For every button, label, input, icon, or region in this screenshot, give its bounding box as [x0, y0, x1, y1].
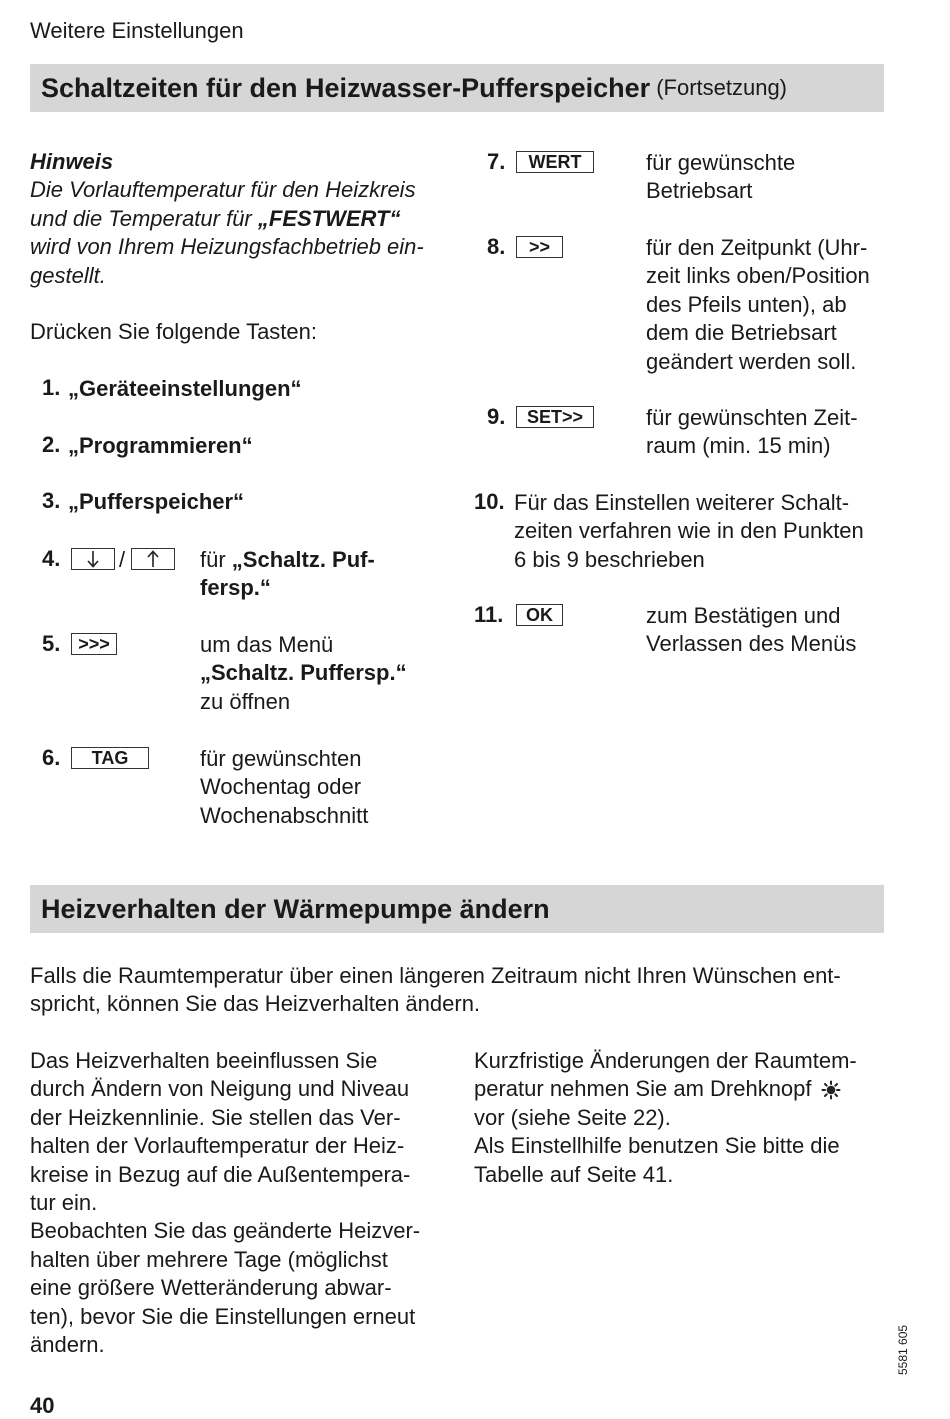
document-number: 5581 605: [896, 1324, 910, 1375]
step-number: 11.: [474, 602, 504, 627]
step-4-menu-cont: fersp.“: [200, 575, 271, 601]
step-number: 4.: [42, 546, 61, 571]
step-4-desc: [200, 546, 375, 603]
hint-line: [30, 205, 424, 233]
forward-key: >>>: [71, 633, 117, 655]
step-number: 5.: [42, 631, 61, 656]
body-line: vor (siehe Seite 22).: [474, 1104, 671, 1130]
step-4-text: für: [200, 547, 232, 572]
step-8-line: des Pfeils unten), ab: [646, 291, 847, 317]
hint-line: gestellt.: [30, 262, 106, 288]
hint-emphasis: „FESTWERT“: [257, 205, 401, 231]
intro-paragraph: [30, 962, 841, 1019]
body-text: peratur nehmen Sie am Drehknopf: [474, 1076, 812, 1102]
next-key: >>: [516, 236, 563, 258]
step-6-line: Wochentag oder: [200, 774, 362, 800]
step-7-desc: [646, 149, 795, 206]
body-line: ten), bevor Sie die Einstellungen erneut: [30, 1303, 416, 1329]
step-6-line: für gewünschten: [200, 746, 362, 771]
body-line: Beobachten Sie das geänderte Heizver-: [30, 1218, 421, 1244]
step-5-menu: „Schaltz. Puffersp.“: [200, 660, 407, 686]
intro-line: spricht, können Sie das Heizverhalten ändern.: [30, 991, 481, 1017]
body-line: Kurzfristige Änderungen der Raumtem-: [474, 1048, 857, 1073]
section-title: Schaltzeiten für den Heizwasser-Pufferspeicher: [41, 72, 651, 103]
step-9-line: raum (min. 15 min): [646, 433, 831, 459]
step-1-text: „Geräteeinstellungen“: [68, 376, 302, 401]
body-line: halten über mehrere Tage (möglichst: [30, 1246, 388, 1272]
body-line: Das Heizverhalten beeinflussen Sie: [30, 1048, 378, 1073]
step-4-menu: „Schaltz. Puf-: [231, 547, 375, 572]
step-10-line: Für das Einstellen weiterer Schalt-: [514, 490, 850, 515]
arrow-up-key: [131, 548, 175, 570]
body-line: Als Einstellhilfe benutzen Sie bitte die: [474, 1133, 840, 1159]
step-7-line: für gewünschte: [646, 150, 796, 175]
body-line: der Heizkennlinie. Sie stellen das Ver-: [30, 1104, 401, 1130]
section-title: Heizverhalten der Wärmepumpe ändern: [41, 893, 550, 924]
arrow-down-icon: [86, 550, 100, 568]
body-line: [474, 1075, 857, 1103]
step-11-line: zum Bestätigen und: [646, 603, 841, 628]
step-6-line: Wochenabschnitt: [200, 802, 369, 828]
body-line: ändern.: [30, 1332, 105, 1358]
step-9-line: für gewünschten Zeit-: [646, 405, 858, 430]
step-5-desc: [200, 631, 407, 716]
right-column-text: [474, 1047, 857, 1189]
step-number: 2.: [42, 432, 61, 457]
step-11-desc: [646, 602, 856, 659]
intro-line: Falls die Raumtemperatur über einen längeren Zeitraum nicht Ihren Wünschen ent-: [30, 963, 841, 988]
body-line: tur ein.: [30, 1190, 98, 1216]
step-number: 1.: [42, 375, 61, 400]
running-head: Weitere Einstellungen: [30, 18, 244, 43]
step-5-line: um das Menü: [200, 632, 334, 657]
sun-icon: [821, 1080, 841, 1100]
step-5-line: zu öffnen: [200, 688, 291, 714]
arrow-up-icon: [146, 550, 160, 568]
step-8-line: dem die Betriebsart: [646, 320, 837, 346]
body-line: halten der Vorlauftemperatur der Heiz-: [30, 1133, 405, 1159]
step-number: 7.: [487, 149, 506, 174]
step-11-line: Verlassen des Menüs: [646, 631, 857, 657]
section-header-heizverhalten: [30, 885, 884, 933]
tag-key: TAG: [71, 747, 149, 769]
step-number: 6.: [42, 745, 61, 770]
body-line: eine größere Wetteränderung abwar-: [30, 1275, 392, 1301]
step-10-line: zeiten verfahren wie in den Punkten: [514, 518, 864, 544]
step-number: 10.: [474, 489, 505, 514]
section-header-schaltzeiten: [30, 64, 884, 112]
step-10-line: 6 bis 9 beschrieben: [514, 546, 705, 572]
hint-line: wird von Ihrem Heizungsfachbetrieb ein-: [30, 234, 424, 260]
step-2-text: „Programmieren“: [68, 433, 253, 458]
step-8-line: zeit links oben/Position: [646, 263, 870, 289]
body-line: kreise in Bezug auf die Außentempera-: [30, 1161, 411, 1187]
step-8-line: geändert werden soll.: [646, 348, 857, 374]
hint-block: [30, 148, 424, 290]
hint-text: und die Temperatur für: [30, 205, 258, 231]
key-separator: /: [119, 547, 126, 572]
step-4-line: [200, 546, 375, 574]
wert-key: WERT: [516, 151, 594, 173]
step-8-desc: [646, 234, 870, 376]
hint-line: Die Vorlauftemperatur für den Heizkreis: [30, 177, 416, 203]
step-8-line: für den Zeitpunkt (Uhr-: [646, 235, 868, 260]
page-number: 40: [30, 1393, 55, 1418]
step-6-desc: [200, 745, 368, 830]
step-7-line: Betriebsart: [646, 178, 753, 204]
press-keys-text: Drücken Sie folgende Tasten:: [30, 319, 317, 344]
hint-label: Hinweis: [30, 149, 114, 174]
left-column-text: [30, 1047, 420, 1359]
step-9-desc: [646, 404, 858, 461]
step-3-text: „Pufferspeicher“: [68, 489, 245, 514]
step-number: 8.: [487, 234, 506, 259]
set-key: SET>>: [516, 406, 594, 428]
step-number: 9.: [487, 404, 506, 429]
step-number: 3.: [42, 488, 61, 513]
body-line: Tabelle auf Seite 41.: [474, 1161, 674, 1187]
step-10-desc: [514, 489, 864, 574]
arrow-down-key: [71, 548, 115, 570]
body-line: durch Ändern von Neigung und Niveau: [30, 1076, 410, 1102]
section-subtitle: (Fortsetzung): [656, 75, 788, 100]
ok-key: OK: [516, 604, 563, 626]
